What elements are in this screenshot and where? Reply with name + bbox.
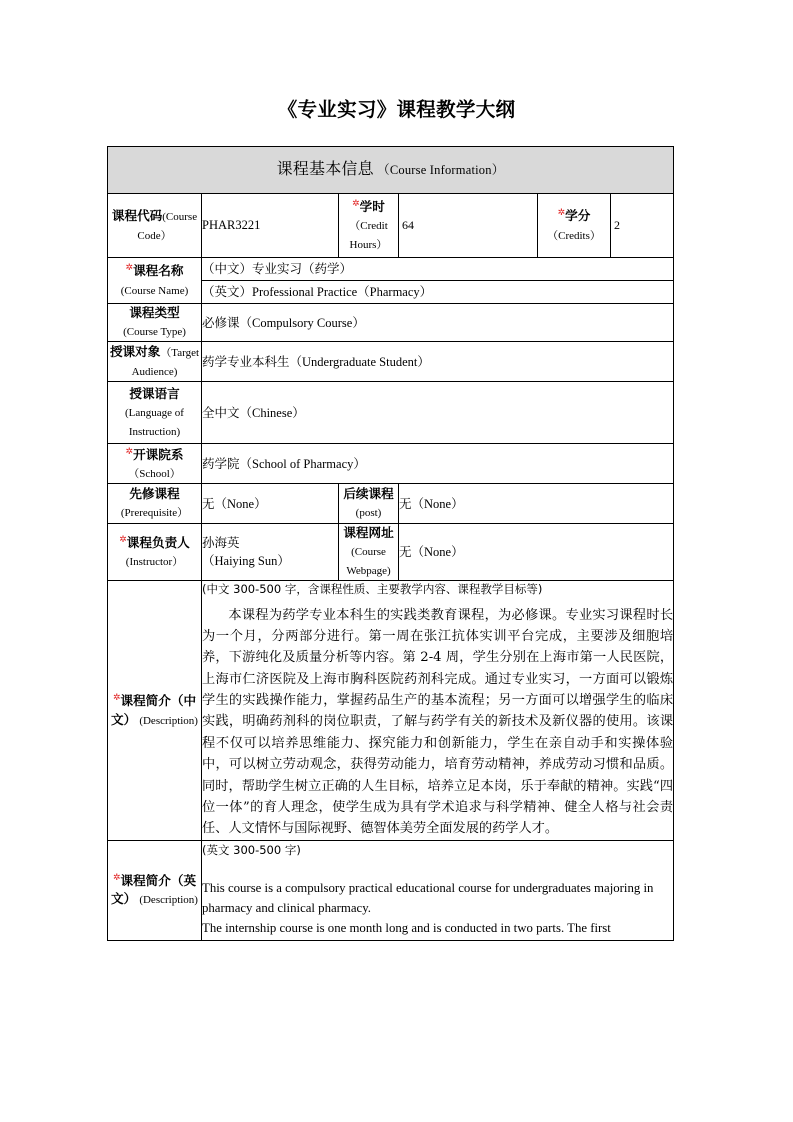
value-credits: 2	[611, 194, 674, 258]
description-en-body	[202, 879, 673, 938]
label-school	[108, 444, 202, 484]
label-course-name	[108, 258, 202, 304]
value-post-course: 无（None）	[399, 484, 674, 524]
label-description-cn	[108, 581, 202, 840]
value-credit-hours: 64	[399, 194, 538, 258]
label-target-audience-en: （Target Audience)	[131, 346, 200, 378]
required-star-icon: ✲	[557, 207, 566, 218]
value-course-name-cn: （中文）专业实习（药学）	[202, 258, 674, 281]
label-instructor	[108, 524, 202, 581]
label-course-type	[108, 304, 202, 342]
label-course-type-cn: 课程类型	[129, 305, 180, 320]
table-row-instructor	[108, 524, 674, 581]
label-credits-cn: 学分	[565, 208, 591, 224]
value-school: 药学院（School of Pharmacy）	[202, 444, 674, 484]
description-en-spacer	[202, 865, 673, 879]
required-star-icon: ✲	[112, 692, 121, 703]
instructor-name-cn: 孙海英	[202, 536, 240, 551]
label-target-audience-cn: 授课对象	[109, 343, 161, 359]
label-description-en-cn: 课程简介（英文）	[111, 873, 197, 907]
required-star-icon: ✲	[119, 534, 127, 545]
value-language: 全中文（Chinese）	[202, 382, 674, 444]
table-row-description-en	[108, 840, 674, 940]
label-school-cn: 开课院系	[133, 446, 184, 462]
course-information-table	[107, 146, 674, 941]
label-credits-en: （Credits）	[547, 229, 601, 242]
label-course-webpage-en: (Course Webpage)	[346, 546, 391, 578]
table-header-cell	[108, 147, 674, 194]
table-header-en: （Course Information）	[377, 163, 505, 178]
label-description-en-en: (Description)	[139, 894, 198, 907]
label-course-code	[108, 194, 202, 258]
label-description-cn-cn: 课程简介（中文）	[111, 693, 197, 727]
value-prerequisite: 无（None）	[202, 484, 339, 524]
label-credits	[538, 194, 611, 258]
label-course-name-cn: 课程名称	[133, 263, 184, 279]
label-course-webpage-cn: 课程网址	[343, 525, 394, 541]
label-prerequisite	[108, 484, 202, 524]
label-credit-hours-cn: 学时	[359, 199, 385, 215]
table-row-target-audience	[108, 342, 674, 382]
value-course-name-en: （英文）Professional Practice（Pharmacy）	[202, 281, 674, 304]
label-credit-hours-en: （Credit Hours）	[349, 220, 388, 252]
label-post-course	[339, 484, 399, 524]
table-row-school	[108, 444, 674, 484]
label-post-course-en: (post)	[355, 507, 382, 520]
required-star-icon: ✲	[112, 872, 121, 883]
label-prerequisite-en: (Prerequisite）	[120, 507, 189, 520]
label-course-code-cn: 课程代码	[111, 207, 163, 223]
description-en-line-2: The internship course is one month long and is conducted in two parts. The first	[202, 920, 611, 935]
description-cn-note: (中文 300-500 字，含课程性质、主要教学内容、课程教学目标等)	[202, 582, 543, 597]
required-star-icon: ✲	[352, 197, 360, 208]
description-en-note: (英文 300-500 字)	[202, 842, 301, 857]
label-course-name-en: (Course Name)	[120, 284, 189, 297]
table-row-prerequisite	[108, 484, 674, 524]
label-course-type-en: (Course Type)	[123, 326, 186, 339]
value-description-cn	[202, 581, 674, 840]
table-row-language	[108, 382, 674, 444]
value-course-webpage: 无（None）	[399, 524, 674, 581]
table-header-cn: 课程基本信息	[276, 161, 374, 179]
required-star-icon: ✲	[125, 445, 134, 456]
label-instructor-en: (Instructor）	[125, 556, 184, 569]
label-school-en: （School）	[128, 467, 181, 480]
label-prerequisite-cn: 先修课程	[129, 486, 180, 502]
value-target-audience: 药学专业本科生（Undergraduate Student）	[202, 342, 674, 382]
label-language-cn: 授课语言	[129, 385, 180, 401]
instructor-name-en: （Haiying Sun）	[202, 554, 290, 569]
label-target-audience	[108, 342, 202, 382]
required-star-icon: ✲	[125, 262, 134, 273]
table-row-description-cn	[108, 581, 674, 840]
value-instructor	[202, 524, 339, 581]
table-header-row	[108, 147, 674, 194]
page-title: 《专业实习》课程教学大纲	[277, 100, 516, 121]
description-en-line-1: This course is a compulsory practical educational course for undergraduates majoring in pharmacy and clinical pharmacy.	[202, 881, 654, 915]
label-language-en: (Language of Instruction)	[125, 406, 184, 438]
label-language	[108, 382, 202, 444]
table-row-course-type	[108, 304, 674, 342]
value-description-en	[202, 840, 674, 940]
label-post-course-cn: 后续课程	[343, 486, 394, 502]
label-description-cn-en: (Description)	[139, 714, 198, 727]
value-course-code: PHAR3221	[202, 194, 339, 258]
label-course-code-en: (Course Code）	[137, 210, 198, 242]
table-row-course-code	[108, 194, 674, 258]
label-description-en	[108, 840, 202, 940]
label-credit-hours	[339, 194, 399, 258]
label-course-webpage	[339, 524, 399, 581]
label-instructor-cn: 课程负责人	[126, 535, 190, 551]
value-course-type: 必修课（Compulsory Course）	[202, 304, 674, 342]
table-row-course-name-cn	[108, 258, 674, 281]
description-cn-body: 本课程为药学专业本科生的实践类教育课程，为必修课。专业实习课程时长为一个月，分两部分进行。第一周在张江抗体实训平台完成，主要涉及细胞培养，下游纯化及质量分析等内容。第 2-4 周，学生分别在上海市第一人民医院，上海市仁济医院及上海市胸科医院药剂科完成。通过专业实习，一方面可以锻炼学生的实践操作能力，掌握药品生产的基本流程；另一方面可以增强学生的临床实践，明确药剂科的岗位职责，了解与药学有关的新技术及新仪器的使用。该课程不仅可以培养思维能力、探究能力和创新能力，学生在亲自动手和实操体验中，可以树立劳动观念，获得劳动能力，培育劳动精神，养成劳动习惯和品质。同时，帮助学生树立正确的人生目标，培养立足本岗，乐于奉献的精神。实践“四位一体”的育人理念，使学生成为具有学术追求与科学精神、健全人格与社会责任、人文情怀与国际视野、德智体美劳全面发展的药学人才。	[202, 607, 674, 837]
